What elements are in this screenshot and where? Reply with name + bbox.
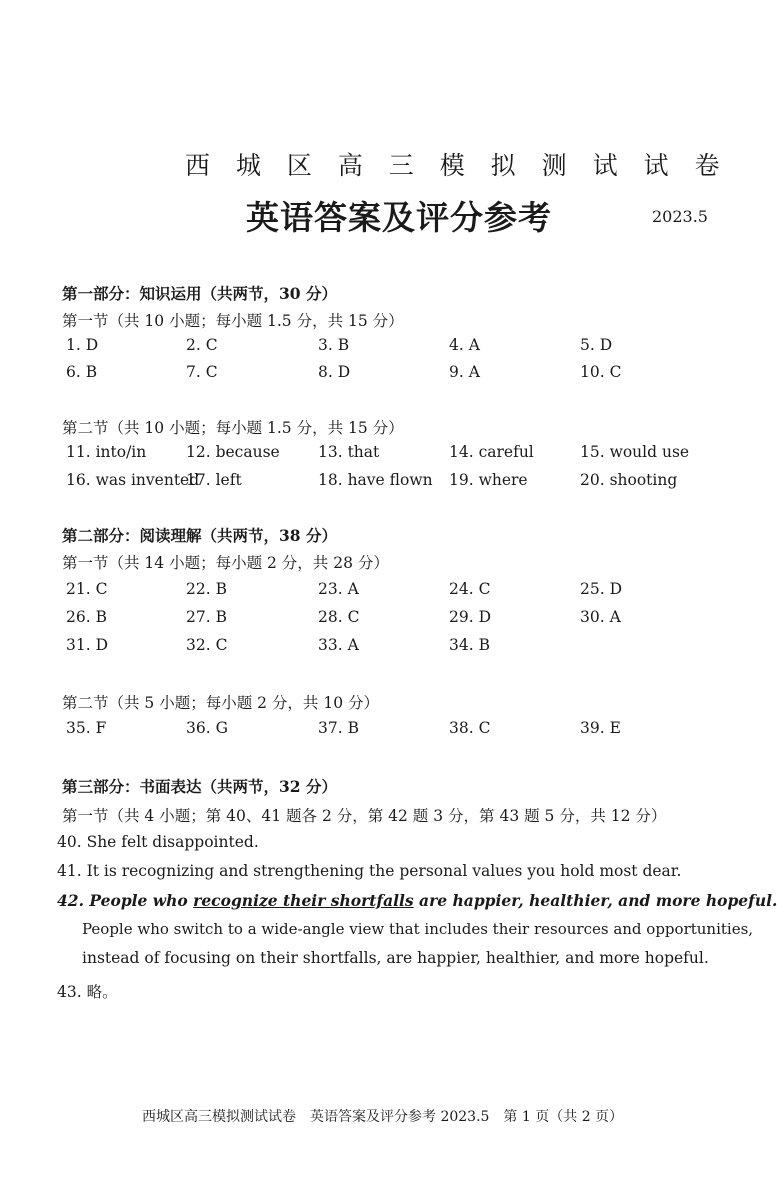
exam-title: 西 城 区 高 三 模 拟 测 试 试 卷 (185, 151, 729, 180)
answer-item: 37. B (318, 719, 359, 737)
answer-item: 15. would use (580, 443, 690, 461)
part1-heading: 第一部分：知识运用（共两节，30 分） (62, 284, 337, 303)
answer-item: 9. A (449, 363, 480, 381)
answer-item: 34. B (449, 636, 490, 654)
answer-40: 40. She felt disappointed. (57, 833, 259, 851)
answer-42-para-line1: People who switch to a wide-angle view that includes their resources and opportunities, (82, 920, 754, 938)
answer-row (0, 580, 724, 604)
part3-sec1-heading: 第一节（共 4 小题；第 40、41 题各 2 分，第 42 题 3 分，第 43 题 5 分，共 12 分） (62, 807, 667, 825)
answer-item: 17. left (186, 471, 242, 489)
answer-row (0, 636, 724, 660)
part3-heading: 第三部分：书面表达（共两节，32 分） (62, 777, 337, 796)
answer-item: 23. A (318, 580, 359, 598)
part1-sec1-heading: 第一节（共 10 小题；每小题 1.5 分，共 15 分） (62, 312, 404, 330)
answer-item: 14. careful (449, 443, 534, 461)
answer-item: 8. D (318, 363, 351, 381)
page-footer: 西城区高三模拟测试试卷 英语答案及评分参考 2023.5 第 1 页（共 2 页） (142, 1109, 624, 1125)
answer-item: 3. B (318, 336, 350, 354)
answer-item: 20. shooting (580, 471, 678, 489)
answer-item: 22. B (186, 580, 227, 598)
answer-item: 5. D (580, 336, 613, 354)
part1-sec2-heading: 第二节（共 10 小题；每小题 1.5 分，共 15 分） (62, 419, 404, 437)
answer-item: 2. C (186, 336, 218, 354)
answer-item: 39. E (580, 719, 621, 737)
part2-heading: 第二部分：阅读理解（共两节，38 分） (62, 526, 337, 545)
answer-item: 13. that (318, 443, 380, 461)
answer-row (0, 363, 724, 387)
answer-item: 30. A (580, 608, 621, 626)
part2-sec2-heading: 第二节（共 5 小题；每小题 2 分，共 10 分） (62, 694, 380, 712)
answer-item: 38. C (449, 719, 491, 737)
answer-item: 28. C (318, 608, 360, 626)
answer-item: 21. C (66, 580, 108, 598)
answer-item: 24. C (449, 580, 491, 598)
answer-item: 26. B (66, 608, 107, 626)
answer-item: 18. have flown (318, 471, 433, 489)
answer-item: 11. into/in (66, 443, 147, 461)
answer-item: 36. G (186, 719, 228, 737)
answer-row (0, 471, 724, 495)
answer-42-pre: People who (89, 891, 194, 910)
answer-42-post: are happier, healthier, and more hopeful. (413, 891, 777, 910)
answer-item: 16. was invented (66, 471, 200, 489)
answer-item: 19. where (449, 471, 528, 489)
answer-42-para-line2: instead of focusing on their shortfalls, are happier, healthier, and more hopeful. (82, 949, 709, 967)
answer-item: 4. A (449, 336, 480, 354)
answer-item: 27. B (186, 608, 227, 626)
answer-item: 12. because (186, 443, 280, 461)
answer-42-number: 42. (57, 891, 84, 910)
answer-key-title: 英语答案及评分参考 (246, 198, 552, 237)
part2-sec1-heading: 第一节（共 14 小题；每小题 2 分，共 28 分） (62, 554, 389, 572)
answer-42-statement (57, 891, 777, 910)
answer-item: 7. C (186, 363, 218, 381)
answer-row (0, 443, 724, 467)
answer-row (0, 719, 724, 743)
answer-row (0, 608, 724, 632)
exam-date: 2023.5 (652, 207, 708, 226)
answer-item: 31. D (66, 636, 109, 654)
answer-item: 29. D (449, 608, 492, 626)
answer-item: 33. A (318, 636, 359, 654)
answer-item: 25. D (580, 580, 623, 598)
answer-41: 41. It is recognizing and strengthening the personal values you hold most dear. (57, 862, 682, 880)
answer-row (0, 336, 724, 360)
answer-42-underlined: recognize their shortfalls (193, 891, 414, 910)
answer-item: 35. F (66, 719, 107, 737)
answer-item: 6. B (66, 363, 98, 381)
answer-43: 43. 略。 (57, 983, 118, 1001)
answer-item: 10. C (580, 363, 622, 381)
answer-item: 32. C (186, 636, 228, 654)
answer-item: 1. D (66, 336, 99, 354)
